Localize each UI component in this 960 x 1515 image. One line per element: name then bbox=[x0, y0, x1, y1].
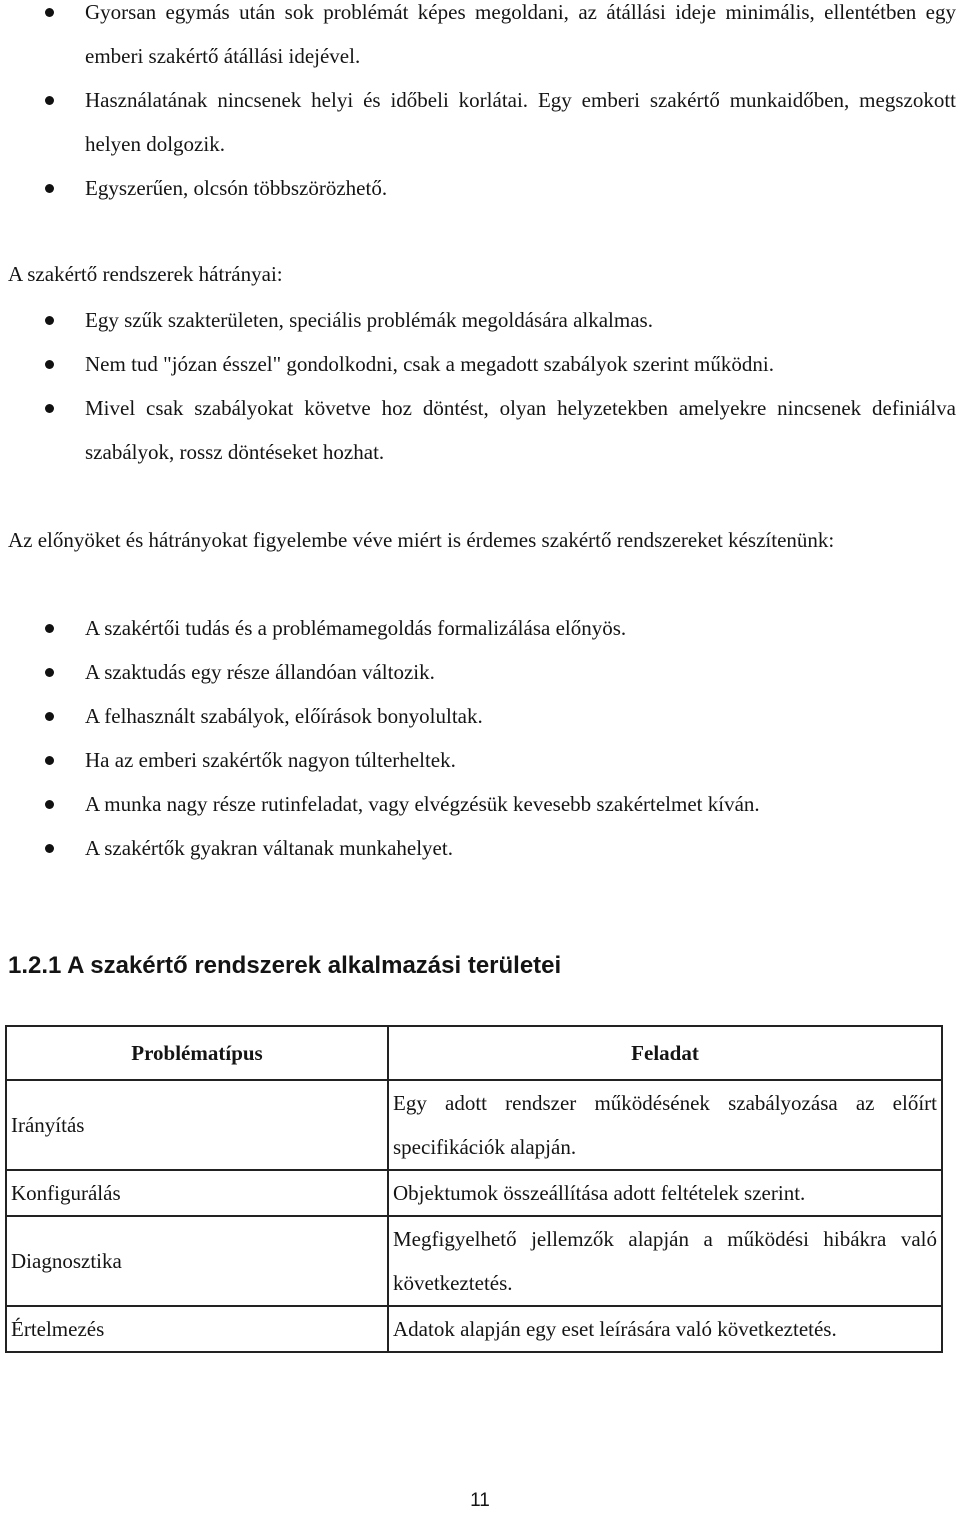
list-item: Egy szűk szakterületen, speciális problémák megoldására alkalmas. bbox=[0, 298, 960, 342]
advantages-list bbox=[0, 0, 960, 210]
list-item: Gyorsan egymás után sok problémát képes megoldani, az átállási ideje minimális, ellentétben egy emberi szakértő átállási idejével. bbox=[0, 0, 960, 78]
table-cell-task: Adatok alapján egy eset leírására való következtetés. bbox=[388, 1306, 942, 1352]
table-row bbox=[6, 1170, 942, 1216]
reasons-list bbox=[0, 606, 960, 870]
table-header-row bbox=[6, 1026, 942, 1080]
column-header-problem-type: Problématípus bbox=[6, 1026, 388, 1080]
list-item: A szakértői tudás és a problémamegoldás formalizálása előnyös. bbox=[0, 606, 960, 650]
table-row bbox=[6, 1306, 942, 1352]
disadvantages-heading: A szakértő rendszerek hátrányai: bbox=[8, 262, 283, 286]
disadvantages-list bbox=[0, 298, 960, 474]
column-header-task: Feladat bbox=[388, 1026, 942, 1080]
page-number: 11 bbox=[470, 1490, 490, 1511]
section-heading: 1.2.1 A szakértő rendszerek alkalmazási területei bbox=[8, 952, 562, 979]
table-row bbox=[6, 1080, 942, 1170]
list-item: Nem tud "józan ésszel" gondolkodni, csak a megadott szabályok szerint működni. bbox=[0, 342, 960, 386]
list-item: Ha az emberi szakértők nagyon túlterheltek. bbox=[0, 738, 960, 782]
table-cell-task: Objektumok összeállítása adott feltételek szerint. bbox=[388, 1170, 942, 1216]
list-item: Mivel csak szabályokat követve hoz döntést, olyan helyzetekben amelyekre nincsenek definiálva szabályok, rossz döntéseket hozhat. bbox=[0, 386, 960, 474]
list-item: Használatának nincsenek helyi és időbeli korlátai. Egy emberi szakértő munkaidőben, megszokott helyen dolgozik. bbox=[0, 78, 960, 166]
summary-paragraph: Az előnyöket és hátrányokat figyelembe véve miért is érdemes szakértő rendszereket készítenünk: bbox=[8, 528, 835, 552]
table-cell-task: Egy adott rendszer működésének szabályozása az előírt specifikációk alapján. bbox=[388, 1080, 942, 1170]
application-areas-table bbox=[5, 1025, 943, 1353]
list-item: A szakértők gyakran váltanak munkahelyet. bbox=[0, 826, 960, 870]
table-cell-type: Diagnosztika bbox=[6, 1216, 388, 1306]
table-row bbox=[6, 1216, 942, 1306]
table-cell-type: Értelmezés bbox=[6, 1306, 388, 1352]
table-cell-type: Irányítás bbox=[6, 1080, 388, 1170]
table-cell-task: Megfigyelhető jellemzők alapján a működési hibákra való következtetés. bbox=[388, 1216, 942, 1306]
table-cell-type: Konfigurálás bbox=[6, 1170, 388, 1216]
list-item: A felhasznált szabályok, előírások bonyolultak. bbox=[0, 694, 960, 738]
list-item: A munka nagy része rutinfeladat, vagy elvégzésük kevesebb szakértelmet kíván. bbox=[0, 782, 960, 826]
list-item: Egyszerűen, olcsón többszörözhető. bbox=[0, 166, 960, 210]
list-item: A szaktudás egy része állandóan változik. bbox=[0, 650, 960, 694]
